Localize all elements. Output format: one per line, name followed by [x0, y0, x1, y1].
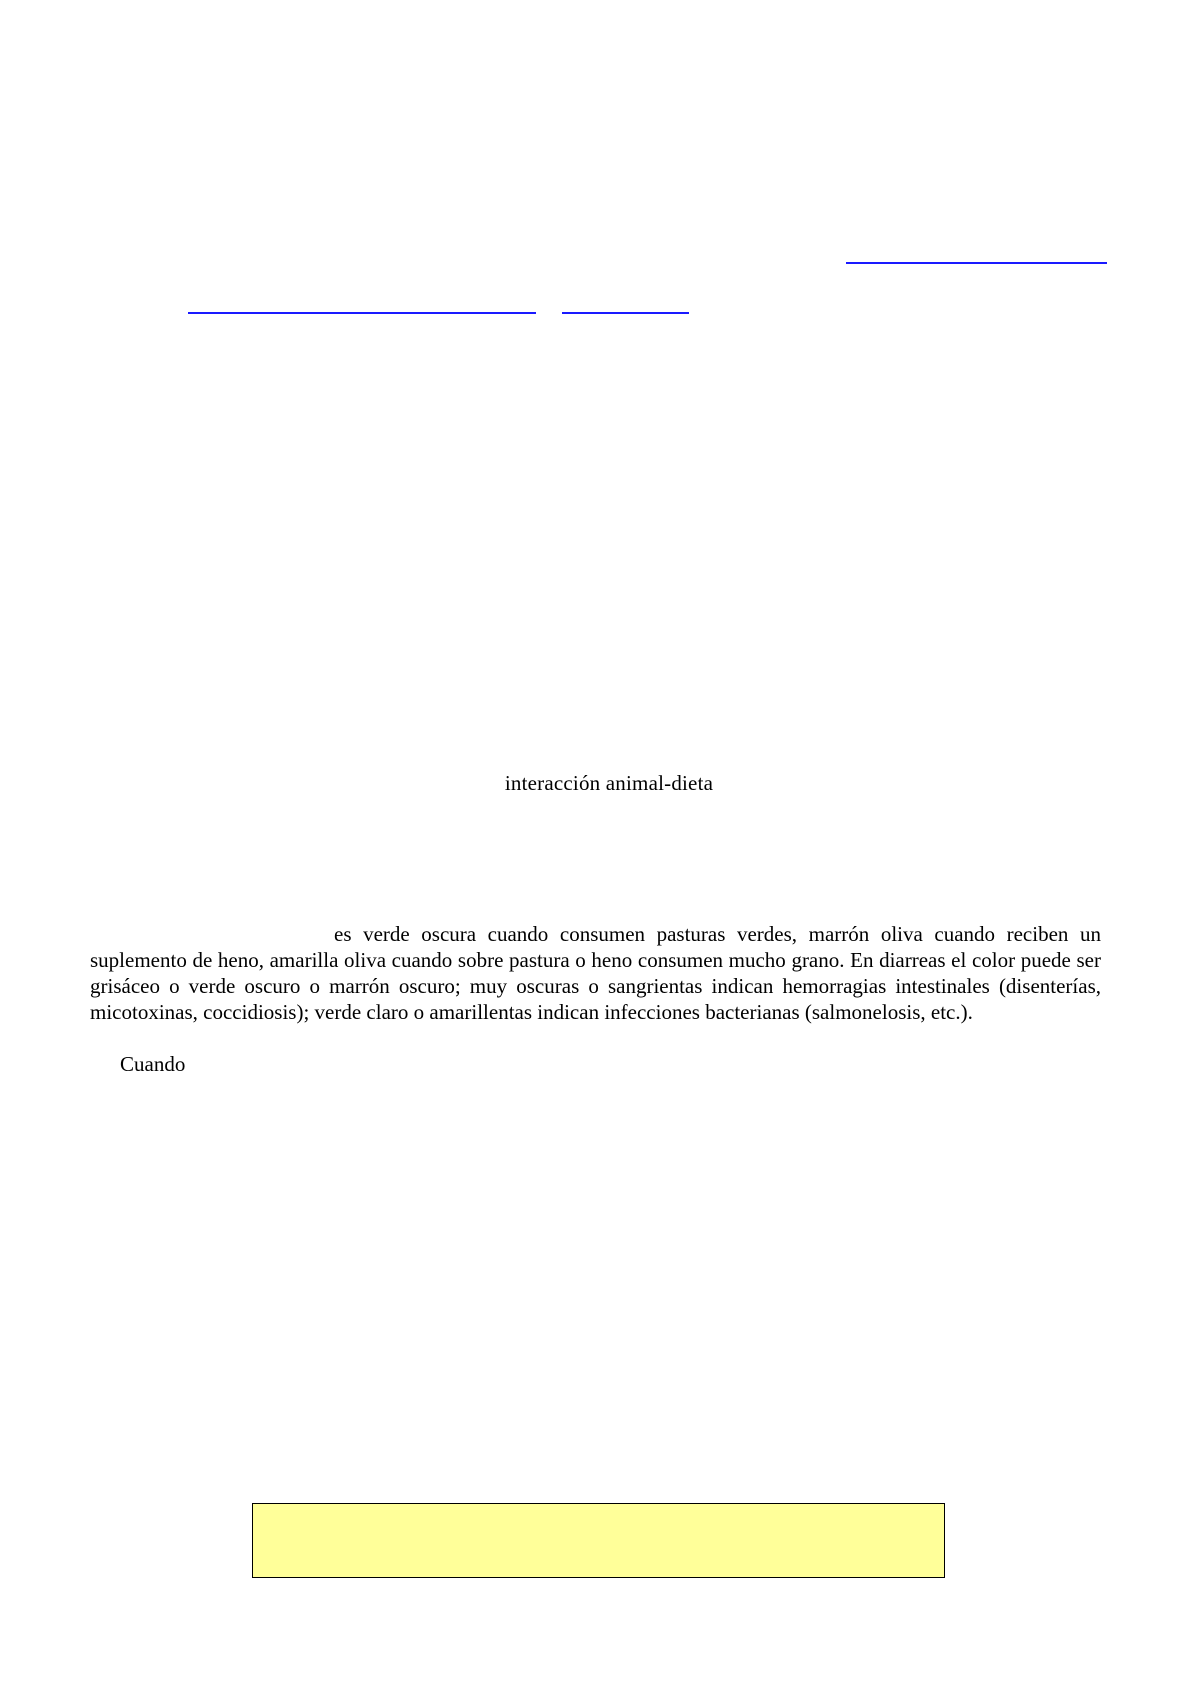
next-paragraph-start: Cuando	[120, 1052, 186, 1076]
centered-phrase: interacción animal-dieta	[504, 771, 714, 795]
body-paragraph	[90, 921, 1101, 1025]
hyperlink-underline-middle[interactable]	[562, 312, 689, 314]
hyperlink-underline-top-right[interactable]	[846, 262, 1107, 264]
body-paragraph-text: es verde oscura cuando consumen pasturas verdes, marrón oliva cuando reciben un suplemento de heno, amarilla oliva cuando sobre pastura o heno consumen mucho grano. En diarreas el color puede ser grisáceo o verde oscuro o marrón oscuro; muy oscuras o sangrientas indican hemorragias intestinales (disenterías, micotoxinas, coccidiosis); verde claro o amarillentas indican infecciones bacterianas (salmonelosis, etc.).	[90, 922, 1101, 1024]
hyperlink-underline-left[interactable]	[188, 312, 536, 314]
highlight-box	[252, 1503, 945, 1578]
